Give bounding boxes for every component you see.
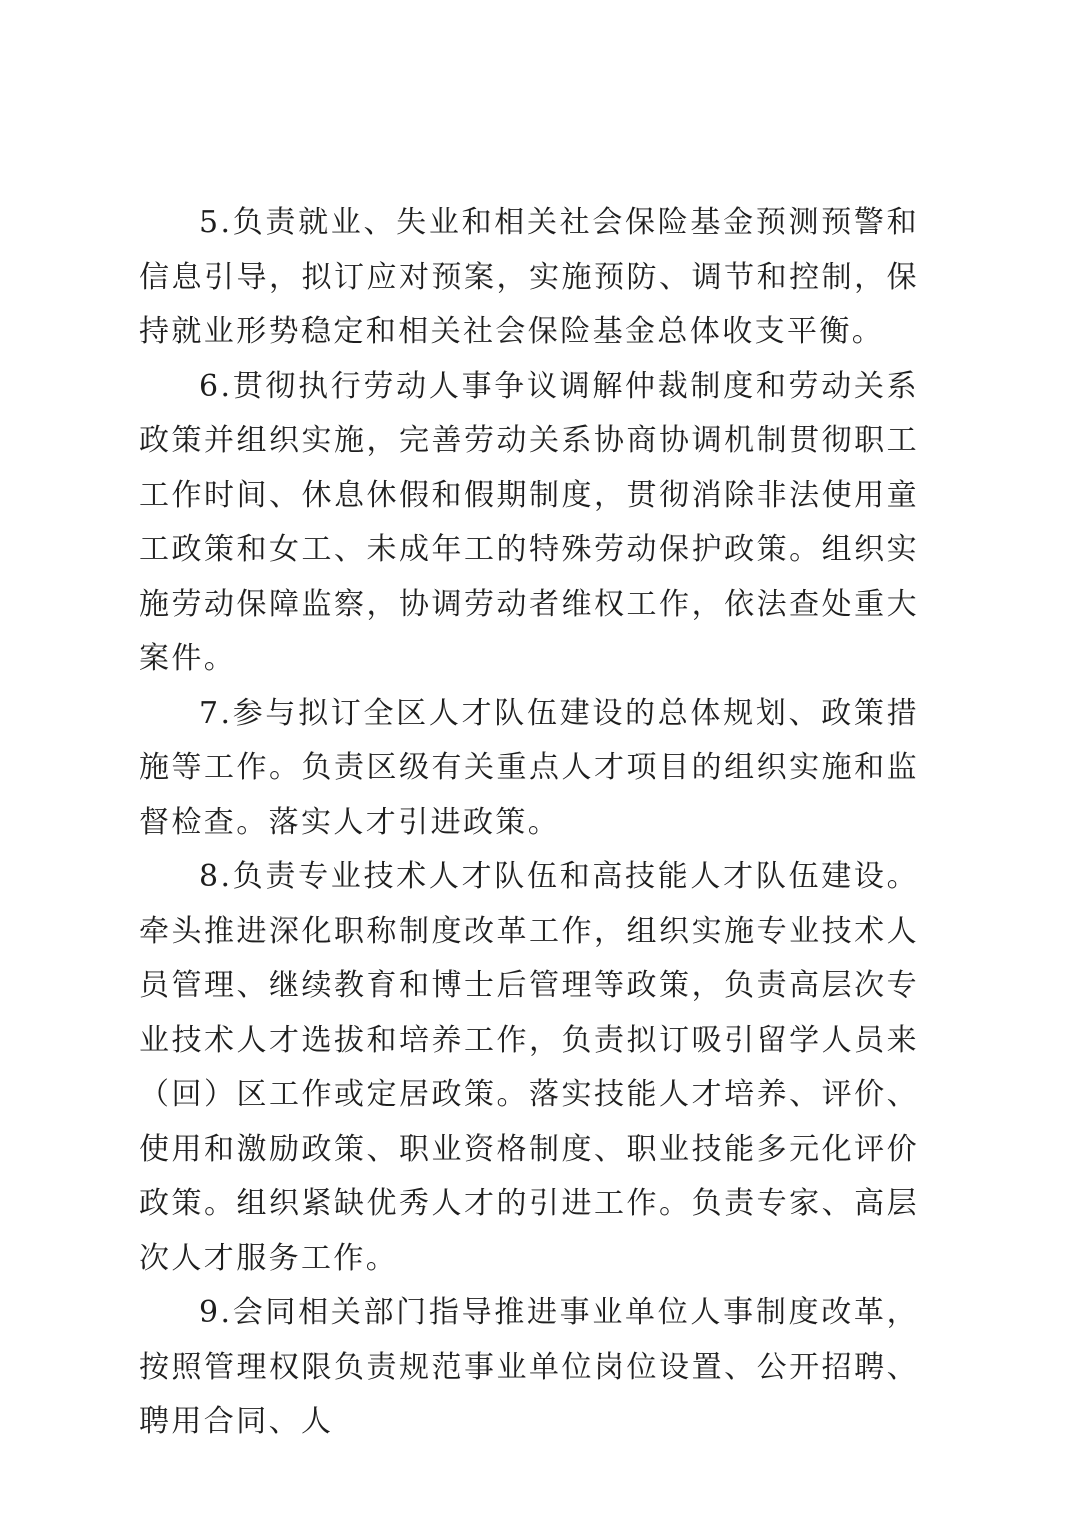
document-body xyxy=(139,196,919,1450)
paragraph-item-5: 5.负责就业、失业和相关社会保险基金预测预警和信息引导，拟订应对预案，实施预防、调节和控制，保持就业形势稳定和相关社会保险基金总体收支平衡。 xyxy=(139,205,919,349)
paragraph-item-8: 8.负责专业技术人才队伍和高技能人才队伍建设。牵头推进深化职称制度改革工作，组织实施专业技术人员管理、继续教育和博士后管理等政策，负责高层次专业技术人才选拔和培养工作，负责拟订吸引留学人员来（回）区工作或定居政策。落实技能人才培养、评价、使用和激励政策、职业资格制度、职业技能多元化评价政策。组织紧缺优秀人才的引进工作。负责专家、高层次人才服务工作。 xyxy=(139,859,919,1276)
paragraph-item-9: 9.会同相关部门指导推进事业单位人事制度改革，按照管理权限负责规范事业单位岗位设置、公开招聘、聘用合同、人 xyxy=(139,1295,919,1439)
paragraph-item-6: 6.贯彻执行劳动人事争议调解仲裁制度和劳动关系政策并组织实施，完善劳动关系协商协调机制贯彻职工工作时间、休息休假和假期制度，贯彻消除非法使用童工政策和女工、未成年工的特殊劳动保护政策。组织实施劳动保障监察，协调劳动者维权工作，依法查处重大案件。 xyxy=(139,368,919,676)
paragraph-item-7: 7.参与拟订全区人才队伍建设的总体规划、政策措施等工作。负责区级有关重点人才项目的组织实施和监督检查。落实人才引进政策。 xyxy=(139,695,919,840)
